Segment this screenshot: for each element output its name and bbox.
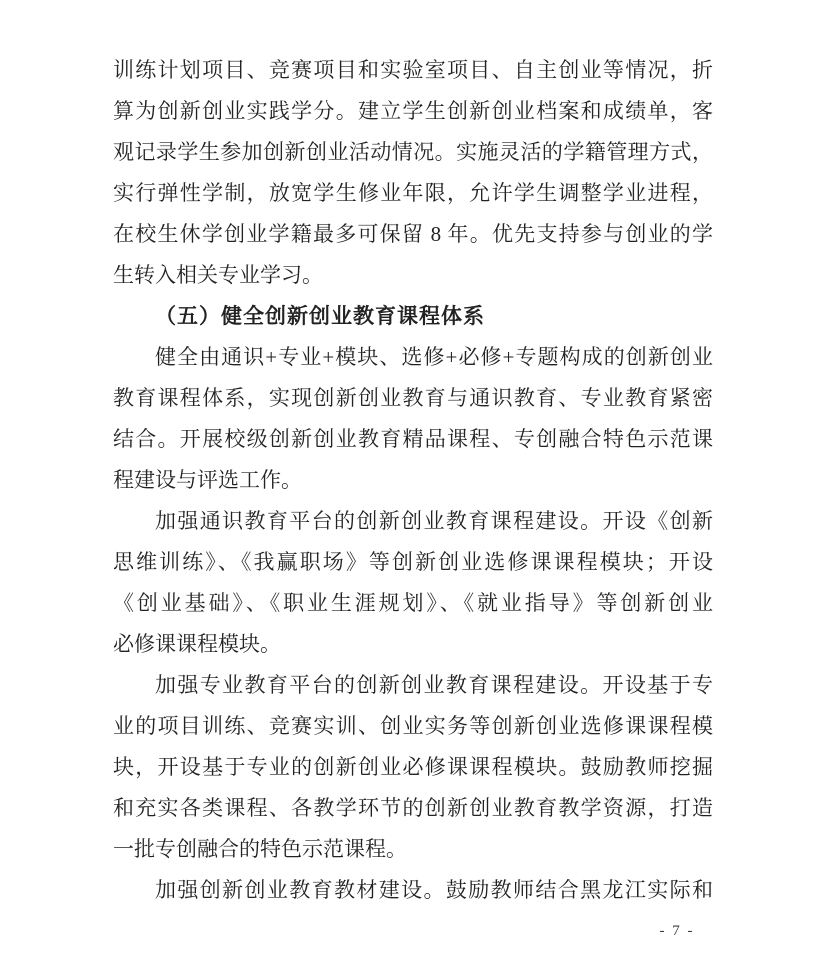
text-line: 加强创新创业教育教材建设。鼓励教师结合黑龙江实际和 bbox=[155, 878, 713, 902]
section-heading: （五）健全创新创业教育课程体系 bbox=[155, 304, 485, 328]
text-line: 健全由通识+专业+模块、选修+必修+专题构成的创新创业 bbox=[155, 345, 713, 369]
text-line: 块，开设基于专业的创新创业必修课课程模块。鼓励教师挖掘 bbox=[113, 755, 713, 779]
page-number: - 7 - bbox=[659, 923, 695, 939]
text-line: 一批专创融合的特色示范课程。 bbox=[113, 837, 407, 861]
text-line: 和充实各类课程、各教学环节的创新创业教育教学资源，打造 bbox=[113, 796, 713, 820]
text-line: 教育课程体系，实现创新创业教育与通识教育、专业教育紧密 bbox=[113, 386, 713, 410]
text-line: 生转入相关专业学习。 bbox=[113, 263, 323, 287]
text-line: 算为创新创业实践学分。建立学生创新创业档案和成绩单，客 bbox=[113, 99, 713, 123]
text-line: 加强专业教育平台的创新创业教育课程建设。开设基于专 bbox=[155, 673, 713, 697]
text-line: 训练计划项目、竞赛项目和实验室项目、自主创业等情况，折 bbox=[113, 58, 713, 82]
text-line: 结合。开展校级创新创业教育精品课程、专创融合特色示范课 bbox=[113, 427, 713, 451]
text-line: 业的项目训练、竞赛实训、创业实务等创新创业选修课课程模 bbox=[113, 714, 713, 738]
text-line: 《创业基础》、《职业生涯规划》、《就业指导》等创新创业 bbox=[113, 591, 713, 615]
text-line: 程建设与评选工作。 bbox=[113, 468, 302, 492]
text-line: 实行弹性学制，放宽学生修业年限，允许学生调整学业进程， bbox=[113, 181, 713, 205]
text-line: 思维训练》、《我赢职场》等创新创业选修课课程模块；开设 bbox=[113, 550, 713, 574]
text-line: 必修课课程模块。 bbox=[113, 632, 281, 656]
text-line: 在校生休学创业学籍最多可保留 8 年。优先支持参与创业的学 bbox=[113, 222, 713, 246]
document-body bbox=[113, 50, 713, 911]
text-line: 观记录学生参加创新创业活动情况。实施灵活的学籍管理方式， bbox=[113, 140, 713, 164]
text-line: 加强通识教育平台的创新创业教育课程建设。开设《创新 bbox=[155, 509, 713, 533]
